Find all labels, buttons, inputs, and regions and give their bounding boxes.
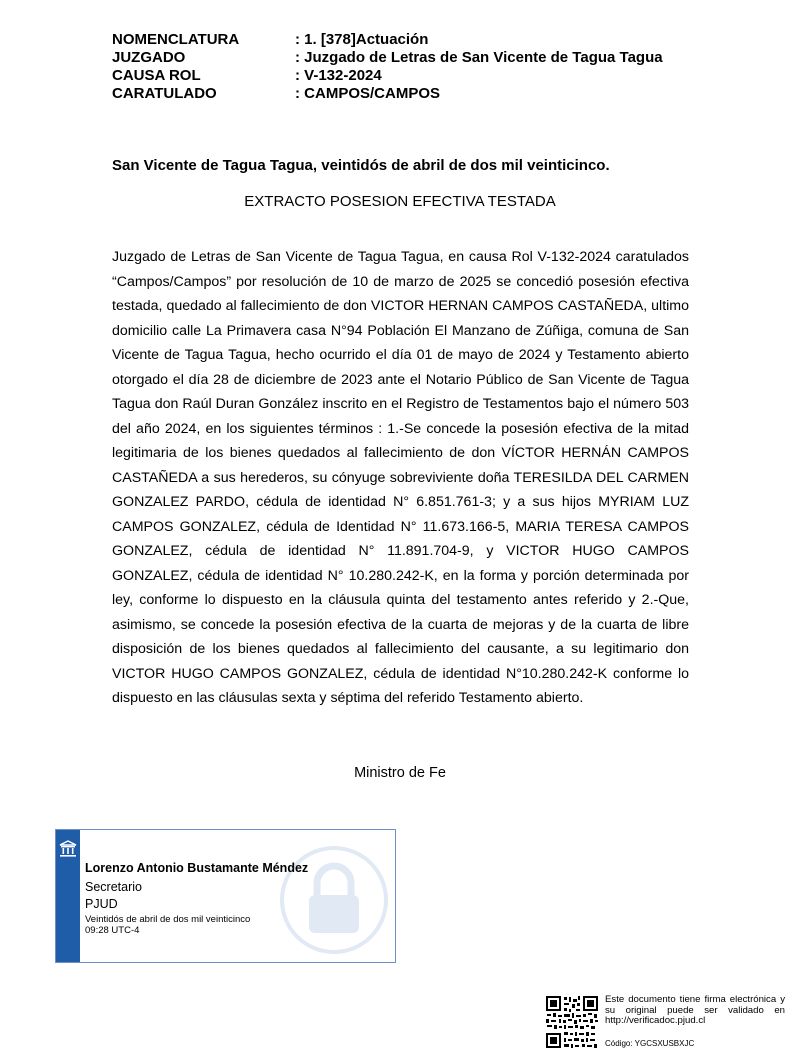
case-header: [112, 31, 663, 103]
extract-body: Juzgado de Letras de San Vicente de Tagua Tagua, en causa Rol V-132-2024 caratulados “Campos/Campos” por resolución de 10 de marzo de 2025 se concedió posesión efectiva testada, quedado al fallecimiento de don VICTOR HERNAN CAMPOS CASTAÑEDA, ultimo domicilio calle La Primavera casa N°94 Población El Manzano de Zúñiga, comuna de San Vicente de Tagua Tagua, hecho ocurrido el día 01 de mayo de 2024 y Testamento abierto otorgado el día 28 de diciembre de 2023 ante el Notario Público de San Vicente de Tagua Tagua don Raúl Duran González inscrito en el Registro de Testamentos bajo el número 503 del año 2024, en los siguientes términos : 1.-Se concede la posesión efectiva de la mitad legitimaria de los bienes quedados al fallecimiento de don VÍCTOR HERNÁN CAMPOS CASTAÑEDA a sus herederos, su cónyuge sobreviviente doña TERESILDA DEL CARMEN GONZALEZ PARDO, cédula de identidad N° 6.851.761-3; y a sus hijos MYRIAM LUZ CAMPOS GONZALEZ, cédula de Identidad N° 11.673.166-5, MARIA TERESA CAMPOS GONZALEZ, cédula de identidad N° 11.891.704-9, y VICTOR HUGO CAMPOS GONZALEZ, cédula de identidad N° 10.280.242-K, en la forma y porción determinada por ley, conforme lo dispuesto en la cláusula quinta del testamento antes referido y 2.-Que, asimismo, se concede la posesión efectiva de la cuarta de mejoras y de la cuarta de libre disposición de los bienes quedados al fallecimiento del causante, a su legitimario don VICTOR HUGO CAMPOS GONZALEZ, cédula de identidad N°10.280.242-K conforme lo dispuesto en las cláusulas sexta y séptima del referido Testamento abierto.: [112, 249, 689, 706]
header-row-juzgado: [112, 49, 663, 67]
header-label: JUZGADO: [112, 49, 186, 66]
qr-code-icon[interactable]: [545, 995, 599, 1049]
signature-strip: [56, 830, 80, 962]
header-label: NOMENCLATURA: [112, 31, 240, 48]
header-row-nomenclatura: [112, 31, 663, 49]
header-value: : CAMPOS/CAMPOS: [295, 85, 441, 102]
signer-role: Secretario: [85, 880, 142, 894]
header-label: CAUSA ROL: [112, 67, 201, 84]
signature-time: 09:28 UTC-4: [85, 925, 140, 936]
header-label: CARATULADO: [112, 85, 217, 102]
signature-date: Veintidós de abril de dos mil veinticinco: [85, 914, 251, 925]
header-value: : Juzgado de Letras de San Vicente de Tagua Tagua: [295, 49, 663, 66]
courthouse-icon: [58, 840, 78, 858]
verification-note: Este documento tiene firma electrónica y su original puede ser validado en http://verificadoc.pjud.cl: [605, 994, 785, 1026]
electronic-signature-box: [55, 829, 396, 963]
place-and-date: San Vicente de Tagua Tagua, veintidós de abril de dos mil veinticinco.: [112, 157, 610, 174]
verification-code: Código: YGCSXUSBXJC: [605, 1039, 695, 1048]
header-value: : V-132-2024: [295, 67, 382, 84]
signature-timestamp: [85, 914, 250, 936]
signer-name: Lorenzo Antonio Bustamante Méndez: [85, 861, 309, 875]
signer-organization: PJUD: [85, 897, 118, 911]
minister-signature-line: Ministro de Fe: [354, 765, 446, 781]
header-row-causa-rol: [112, 67, 663, 85]
document-title: EXTRACTO POSESION EFECTIVA TESTADA: [244, 193, 556, 210]
header-value: : 1. [378]Actuación: [295, 31, 429, 48]
header-row-caratulado: [112, 85, 663, 103]
